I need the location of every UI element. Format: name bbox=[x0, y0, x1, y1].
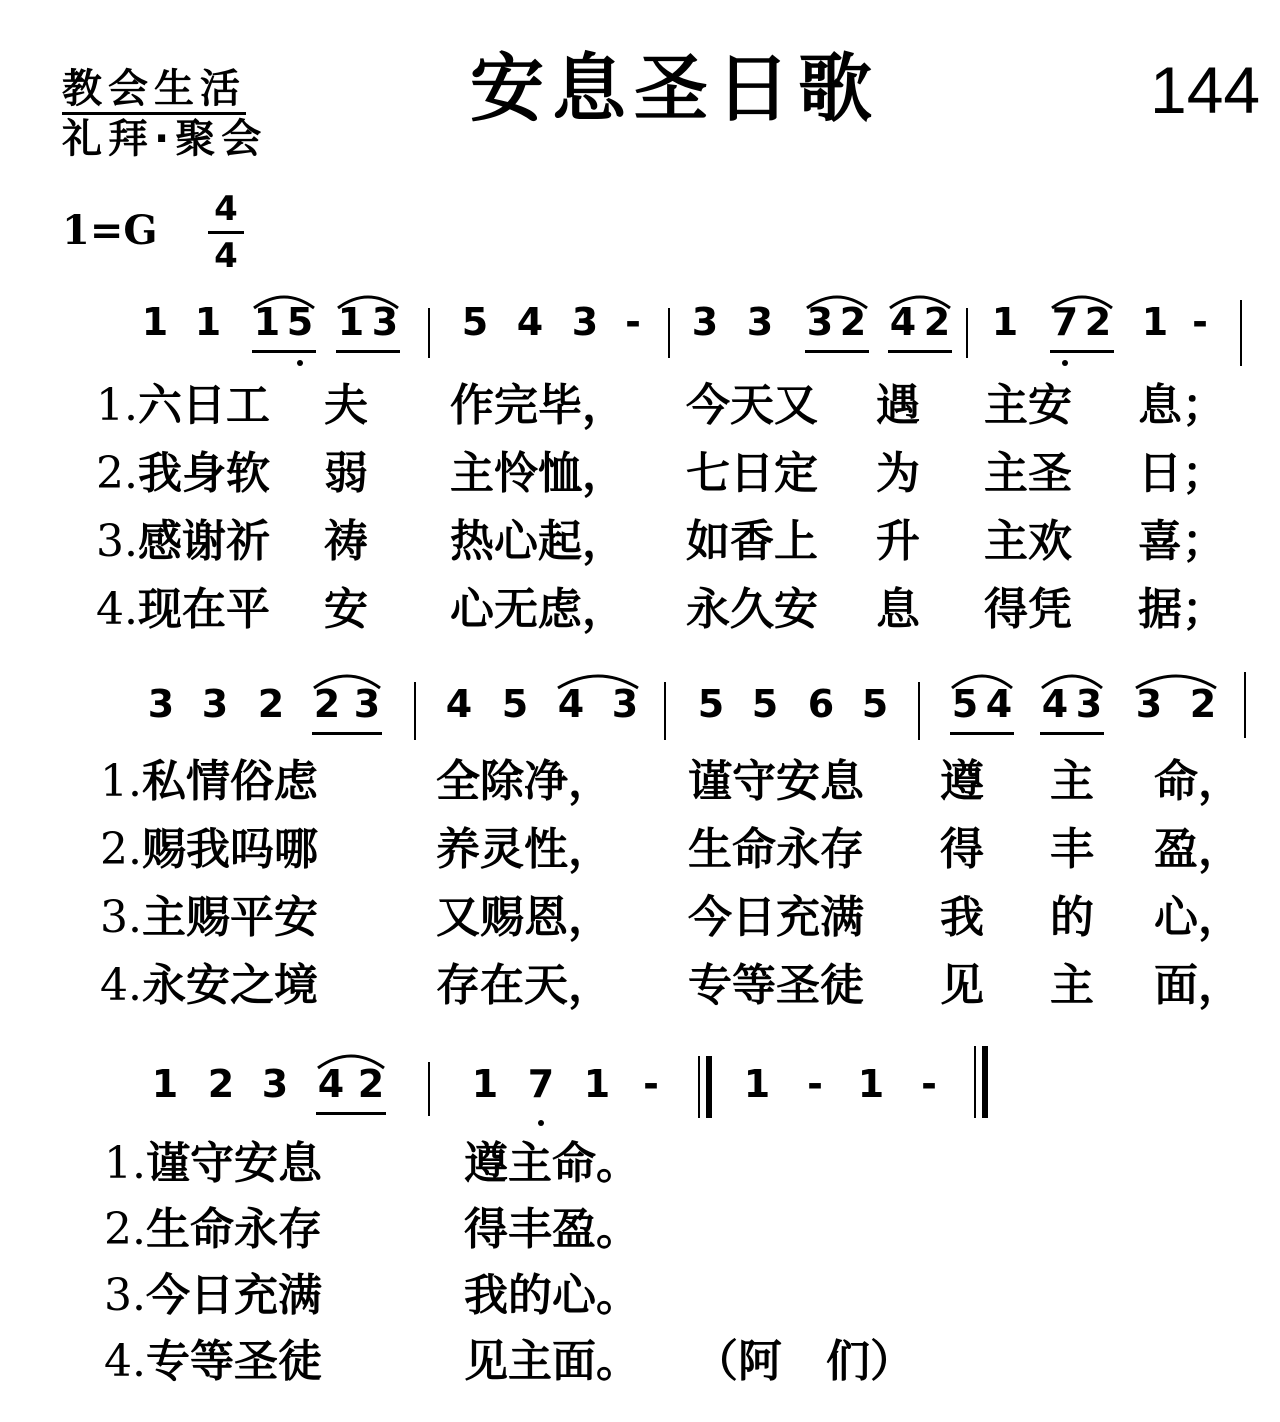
lyric: 盈， bbox=[1154, 824, 1242, 875]
lyric: 主 bbox=[1050, 960, 1094, 1011]
dash: - bbox=[921, 1062, 937, 1106]
beam-underline bbox=[336, 350, 400, 353]
slur bbox=[556, 668, 640, 690]
beam-underline bbox=[888, 350, 952, 353]
note: 1 bbox=[194, 300, 222, 344]
note: 2 bbox=[1189, 682, 1217, 726]
note: 5 bbox=[286, 300, 314, 344]
note: 1 bbox=[141, 300, 169, 344]
barline bbox=[966, 308, 968, 358]
lyric: 心， bbox=[1154, 892, 1242, 943]
lyric: 升 bbox=[876, 516, 920, 567]
lyric: 主 bbox=[1050, 756, 1094, 807]
lyric-line bbox=[96, 580, 1226, 648]
slur bbox=[888, 290, 952, 310]
note: 3 bbox=[1075, 682, 1103, 726]
beam-underline bbox=[312, 732, 382, 735]
lyric: 主安 bbox=[984, 380, 1072, 431]
lyric: 见 bbox=[940, 960, 984, 1011]
note: 1 bbox=[337, 300, 365, 344]
lyric: 热心起， bbox=[450, 516, 626, 567]
lyric-line bbox=[96, 376, 1226, 444]
lyric: 作完毕， bbox=[450, 380, 626, 431]
hymn-title: 安息圣日歌 bbox=[470, 46, 880, 132]
lyric: 永久安 bbox=[686, 584, 818, 635]
note: 4 bbox=[516, 300, 544, 344]
note: 5 bbox=[861, 682, 889, 726]
note: 1 bbox=[471, 1062, 499, 1106]
lyric: 得丰盈。 bbox=[464, 1204, 640, 1255]
lyric: 赐我吗哪 bbox=[141, 824, 318, 875]
note: 6 bbox=[807, 682, 835, 726]
dash: - bbox=[1192, 300, 1208, 344]
note: 2 bbox=[313, 682, 341, 726]
lyric: 心无虑， bbox=[450, 584, 626, 635]
lyric: 主赐平安 bbox=[141, 892, 318, 943]
lyric: 遵 bbox=[940, 756, 984, 807]
double-barline-thick bbox=[982, 1046, 988, 1118]
lyric: 又赐恩， bbox=[436, 892, 612, 943]
barline bbox=[428, 308, 430, 358]
verse-number: 1. bbox=[96, 380, 138, 431]
lyric-line bbox=[100, 956, 1242, 1024]
verse-number: 2. bbox=[104, 1204, 146, 1255]
beam-underline bbox=[1040, 732, 1104, 735]
lyric: 我的心。 bbox=[464, 1270, 640, 1321]
lyric: 专等圣徒 bbox=[688, 960, 864, 1011]
lyric: 弱 bbox=[324, 448, 368, 499]
verse-number: 3. bbox=[104, 1270, 146, 1321]
note: 5 bbox=[951, 682, 979, 726]
lyric: 遵主命。 bbox=[464, 1138, 640, 1189]
lyric: 专等圣徒 bbox=[145, 1336, 322, 1387]
note: 5 bbox=[751, 682, 779, 726]
barline bbox=[918, 682, 920, 740]
lyric: 存在天， bbox=[436, 960, 612, 1011]
lyric: 永安之境 bbox=[141, 960, 318, 1011]
lyric: 生命永存 bbox=[145, 1204, 322, 1255]
lyric: 如香上 bbox=[686, 516, 818, 567]
note: 2 bbox=[1084, 300, 1112, 344]
lyric: 七日定 bbox=[686, 448, 818, 499]
note: 7 bbox=[527, 1062, 555, 1106]
lyric-line bbox=[96, 512, 1226, 580]
note: 1 bbox=[1141, 300, 1169, 344]
note: 2 bbox=[207, 1062, 235, 1106]
low-octave-dot bbox=[297, 360, 303, 366]
slur bbox=[1050, 290, 1114, 310]
lyric: 感谢祈 bbox=[137, 516, 270, 567]
note: 1 bbox=[991, 300, 1019, 344]
slur bbox=[1040, 668, 1104, 690]
lyric: 得凭 bbox=[984, 584, 1072, 635]
beam-underline bbox=[805, 350, 869, 353]
lyric: 的 bbox=[1050, 892, 1094, 943]
note: 3 bbox=[201, 682, 229, 726]
lyric: 得 bbox=[940, 824, 984, 875]
key-signature: 1=G bbox=[62, 207, 158, 254]
lyric-line bbox=[104, 1266, 640, 1332]
lyric: 主怜恤， bbox=[450, 448, 626, 499]
barline bbox=[664, 682, 666, 740]
amen-label: （阿 们） bbox=[694, 1336, 914, 1387]
verse-block-1 bbox=[96, 376, 1226, 648]
slur bbox=[336, 290, 400, 310]
lyric: 日； bbox=[1138, 448, 1226, 499]
verse-number: 4. bbox=[96, 584, 138, 635]
note: 3 bbox=[746, 300, 774, 344]
lyric-line bbox=[100, 888, 1242, 956]
lyric: 我 bbox=[940, 892, 984, 943]
dash: - bbox=[643, 1062, 659, 1106]
lyric: 见主面。 bbox=[464, 1336, 640, 1387]
time-signature-bottom: 4 bbox=[214, 236, 238, 276]
category-label: 教会生活 bbox=[62, 66, 246, 115]
verse-number: 3. bbox=[96, 516, 138, 567]
note: 4 bbox=[445, 682, 473, 726]
lyric: 生命永存 bbox=[688, 824, 864, 875]
lyric-line bbox=[100, 752, 1242, 820]
lyric: 主欢 bbox=[984, 516, 1072, 567]
dash: - bbox=[625, 300, 641, 344]
note: 1 bbox=[151, 1062, 179, 1106]
slur bbox=[316, 1048, 386, 1070]
note: 3 bbox=[571, 300, 599, 344]
slur bbox=[252, 290, 316, 310]
barline bbox=[1244, 672, 1246, 738]
note: 5 bbox=[697, 682, 725, 726]
note: 7 bbox=[1051, 300, 1079, 344]
note: 4 bbox=[889, 300, 917, 344]
lyric: 安 bbox=[324, 584, 368, 635]
note: 5 bbox=[501, 682, 529, 726]
note: 3 bbox=[806, 300, 834, 344]
lyric: 今日充满 bbox=[688, 892, 864, 943]
verse-block-2 bbox=[100, 752, 1242, 1024]
lyric: 我身软 bbox=[137, 448, 270, 499]
barline bbox=[1240, 300, 1242, 366]
hymn-number: 144 bbox=[1150, 53, 1261, 127]
verse-number: 2. bbox=[100, 824, 142, 875]
note: 2 bbox=[357, 1062, 385, 1106]
note: 2 bbox=[839, 300, 867, 344]
lyric: 今天又 bbox=[686, 380, 818, 431]
beam-underline bbox=[1050, 350, 1114, 353]
time-signature bbox=[208, 190, 244, 275]
lyric-line bbox=[100, 820, 1242, 888]
beam-underline bbox=[950, 732, 1014, 735]
note: 3 bbox=[261, 1062, 289, 1106]
note: 3 bbox=[147, 682, 175, 726]
lyric: 息 bbox=[876, 584, 920, 635]
lyric: 为 bbox=[876, 448, 920, 499]
note: 3 bbox=[353, 682, 381, 726]
slur bbox=[805, 290, 869, 310]
note: 3 bbox=[371, 300, 399, 344]
lyric: 私情俗虑 bbox=[141, 756, 318, 807]
verse-number: 1. bbox=[104, 1138, 146, 1189]
barline bbox=[668, 308, 670, 358]
double-barline-thin bbox=[698, 1056, 700, 1118]
note: 4 bbox=[985, 682, 1013, 726]
lyric-line bbox=[104, 1332, 914, 1398]
note: 3 bbox=[611, 682, 639, 726]
note: 1 bbox=[857, 1062, 885, 1106]
lyric: 息； bbox=[1138, 380, 1226, 431]
lyric: 谨守安息 bbox=[688, 756, 864, 807]
lyric: 面， bbox=[1154, 960, 1242, 1011]
slur bbox=[1134, 668, 1218, 690]
dash: - bbox=[807, 1062, 823, 1106]
lyric: 夫 bbox=[324, 380, 368, 431]
note: 5 bbox=[461, 300, 489, 344]
lyric-line bbox=[104, 1134, 640, 1200]
lyric: 谨守安息 bbox=[145, 1138, 322, 1189]
barline bbox=[414, 682, 416, 740]
beam-underline bbox=[316, 1112, 386, 1115]
note: 1 bbox=[743, 1062, 771, 1106]
lyric: 祷 bbox=[324, 516, 368, 567]
lyric: 据； bbox=[1138, 584, 1226, 635]
lyric: 丰 bbox=[1050, 824, 1094, 875]
note: 4 bbox=[317, 1062, 345, 1106]
note: 1 bbox=[583, 1062, 611, 1106]
note: 4 bbox=[1041, 682, 1069, 726]
beam-underline bbox=[252, 350, 316, 353]
low-octave-dot bbox=[1062, 360, 1068, 366]
lyric: 主圣 bbox=[984, 448, 1072, 499]
verse-number: 2. bbox=[96, 448, 138, 499]
note: 2 bbox=[257, 682, 285, 726]
note: 3 bbox=[1135, 682, 1163, 726]
slur bbox=[950, 668, 1014, 690]
lyric-line bbox=[104, 1200, 640, 1266]
lyric-line bbox=[96, 444, 1226, 512]
lyric: 喜； bbox=[1138, 516, 1226, 567]
verse-block-3 bbox=[104, 1134, 914, 1398]
lyric: 命， bbox=[1154, 756, 1242, 807]
note: 4 bbox=[557, 682, 585, 726]
verse-number: 4. bbox=[100, 960, 142, 1011]
low-octave-dot bbox=[538, 1120, 544, 1126]
verse-number: 3. bbox=[100, 892, 142, 943]
time-signature-top: 4 bbox=[214, 189, 238, 229]
subcategory-label: 礼拜·聚会 bbox=[62, 116, 268, 162]
lyric: 六日工 bbox=[137, 380, 270, 431]
time-signature-divider bbox=[208, 231, 244, 234]
lyric: 养灵性， bbox=[436, 824, 612, 875]
lyric: 现在平 bbox=[137, 584, 270, 635]
double-barline-thick bbox=[706, 1056, 712, 1118]
verse-number: 1. bbox=[100, 756, 142, 807]
verse-number: 4. bbox=[104, 1336, 146, 1387]
note: 2 bbox=[923, 300, 951, 344]
lyric: 遇 bbox=[876, 380, 920, 431]
note: 3 bbox=[691, 300, 719, 344]
slur bbox=[312, 668, 382, 690]
double-barline-thin bbox=[974, 1046, 976, 1118]
lyric: 今日充满 bbox=[145, 1270, 322, 1321]
note: 1 bbox=[253, 300, 281, 344]
barline bbox=[428, 1062, 430, 1116]
lyric: 全除净， bbox=[436, 756, 612, 807]
